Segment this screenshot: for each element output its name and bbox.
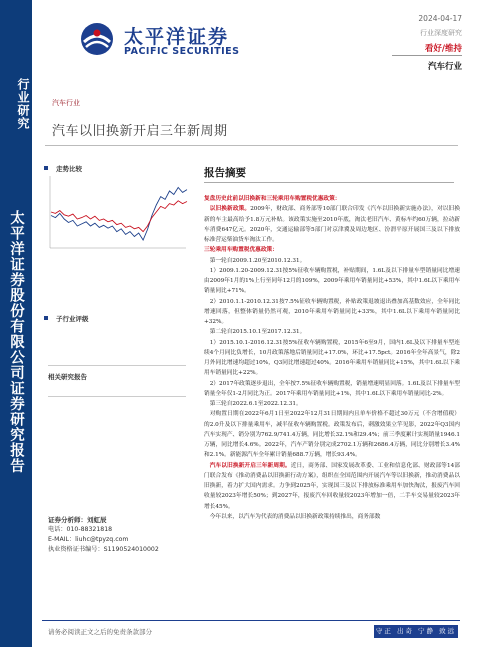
page-header (32, 0, 500, 76)
company-slogan: 守正 出奇 宁静 致远 (374, 625, 458, 638)
paragraph-lead: 以旧换新政策。 (209, 206, 251, 213)
breadcrumb: 汽车行业 (52, 99, 80, 107)
header-divider (392, 55, 462, 56)
industry-label: 汽车行业 (427, 62, 462, 72)
sidebar-category: 行业研究 (16, 78, 30, 130)
report-paragraph: 第一轮自2009.1.20至2010.12.31。 (209, 257, 306, 264)
analyst-info (48, 515, 188, 555)
analyst-license: 执业资格证书编号：S1190524010002 (48, 546, 159, 553)
paragraph-lead: 汽车以旧换新开启三年新周期。 (209, 462, 291, 469)
report-paragraph: 今年以来，以汽车为代表的消费品以旧换新政策持续推出，商务部数 (209, 513, 381, 520)
report-paragraph: 汽车以旧换新开启三年新周期。近日，商务部、国家发展改革委、工业和信息化部、财政部等14部门联合发布《推动消费品以旧换新行动方案》，组织在全国范围内开展汽车等以旧换新，推动消费品以旧换新，着力扩大国内需求。力争到2025年，实现国三及以下排放标准乘用车加快淘汰，报废汽车回收量较2023年增长50%；到2027年，报废汽车回收量较2023年增加一倍，二手车交易量较2023年增长45%。 (204, 462, 460, 510)
report-paragraph: 三轮乘用车购置税优惠政策： (204, 247, 278, 254)
chart-series-line-2 (51, 201, 187, 232)
report-body (204, 194, 460, 522)
section-marker-icon (44, 166, 48, 170)
report-paragraph: 复盘历史此前以旧换新和三轮乘用车购置税优惠政策： (204, 196, 341, 202)
report-type: 行业深度研究 (420, 29, 462, 37)
related-reports-label: 相关研究报告 (48, 373, 87, 381)
logo-chinese-name: 太平洋证券 (124, 26, 230, 48)
trend-chart (48, 174, 188, 250)
section-marker-icon (44, 316, 48, 320)
disclaimer-note: 请务必阅读正文之后的免责条款部分 (48, 628, 152, 636)
report-date: 2024-04-17 (418, 14, 462, 23)
report-heading-divider (204, 182, 454, 183)
title-divider (45, 145, 458, 146)
analyst-phone: 电话：010-88321818 (48, 526, 113, 533)
analyst-name: 证券分析师：刘虹辰 (48, 516, 107, 524)
left-divider (48, 365, 186, 366)
footer-divider (42, 620, 460, 621)
pacific-logo-icon (80, 22, 114, 56)
report-paragraph: 1）2009.1.20-2009.12.31按5%征收车辆购置税，补贴期间，1.6L及以下排量车型销量同比增速由2009年1月的1%上行至同年12月的109%，2009年乘用车销量同比+53%，其中1.6L以下乘用车销量同比+71%。 (204, 267, 460, 295)
logo-english-name: PACIFIC SECURITIES (124, 46, 240, 57)
report-paragraph: 2）2010.1.1-2010.12.31按7.5%征收车辆购置税，补贴政策退坡退出叠加高基数效应，全年同比增速回落，但整体销量仍然可观，2010年乘用车销量同比+33%，其中1.6L以下乘用车销量同比+32%。 (204, 298, 460, 325)
chart-series-line-1 (51, 188, 187, 241)
report-summary-heading: 报告摘要 (204, 167, 246, 179)
report-paragraph: 2）2017年政策逐步退出，全年按7.5%征收车辆购置税，销量增速明显回落。1.6L及以下排量车型销量全年仅1-2月同比为正。2017年乘用车销量同比+1%，其中1.6L以下乘用车销量同比-2%。 (204, 380, 460, 397)
page-footer (0, 620, 500, 647)
report-paragraph: 1）2015.10.1-2016.12.31按5%征收车辆购置税，2015年6至9月，国内1.6L及以下排量车型连续4个月同比负增长，10月政策落地后销量同比+17.0%，环比+17.5pct。2016年全年高景气，除2月外同比增速均超过10%，Q3同比增速超过40%。2016年乘用车销量同比+15%，其中1.6L以下乘用车销量同比+22%。 (204, 339, 460, 377)
page-title: 汽车以旧换新开启三年新周期 (52, 124, 228, 139)
trend-comparison-label: 走势比较 (56, 165, 82, 173)
report-paragraph: 对购置日期在2022年6月1日至2022年12月31日期间内且单车价格不超过30万元（不含增值税）的2.0升及以下排量乘用车，减半征收车辆购置税。政策发布后，刺激效果立竿见影，2022年Q3国内汽车实现产、销分别为762.9/741.4万辆，同比增长32.1%和29.4%；前三季度累计实现销量1946.1万辆，同比增长4.6%。2022年，汽车产销分别完成2702.1万辆和2686.4万辆，同比分别增长3.4%和2.1%。新能源汽车全年累计销量688.7万辆，增长93.4%。 (204, 411, 460, 459)
report-paragraph: 第二轮自2015.10.1至2017.12.31。 (209, 329, 306, 336)
analyst-email: E-MAIL：liuhc@tpyzq.com (48, 536, 129, 543)
sidebar-company-name: 太平洋证券股份有限公司证券研究报告 (8, 210, 25, 474)
subindustry-rating-label: 子行业评级 (56, 315, 89, 323)
rating-badge: 看好/维持 (424, 44, 462, 54)
report-paragraph: 第三轮自2022.6.1至2022.12.31。 (209, 401, 302, 407)
left-divider (48, 396, 186, 397)
report-paragraph: 以旧换新政策。2009年，财政部、商务部等10部门联合印发《汽车以旧换新实施办法》，对以旧换新的车主最高给予1.8万元补贴。该政策实施至2010年底，淘汰老旧汽车、黄标车约60万辆，拉动新车消费647亿元。2020年，交通运输部等5部门对京津冀及周边地区、汾渭平原开展国三及以下排放标准营运柴油货车淘汰工作。 (204, 206, 461, 243)
left-sidebar (0, 0, 32, 647)
